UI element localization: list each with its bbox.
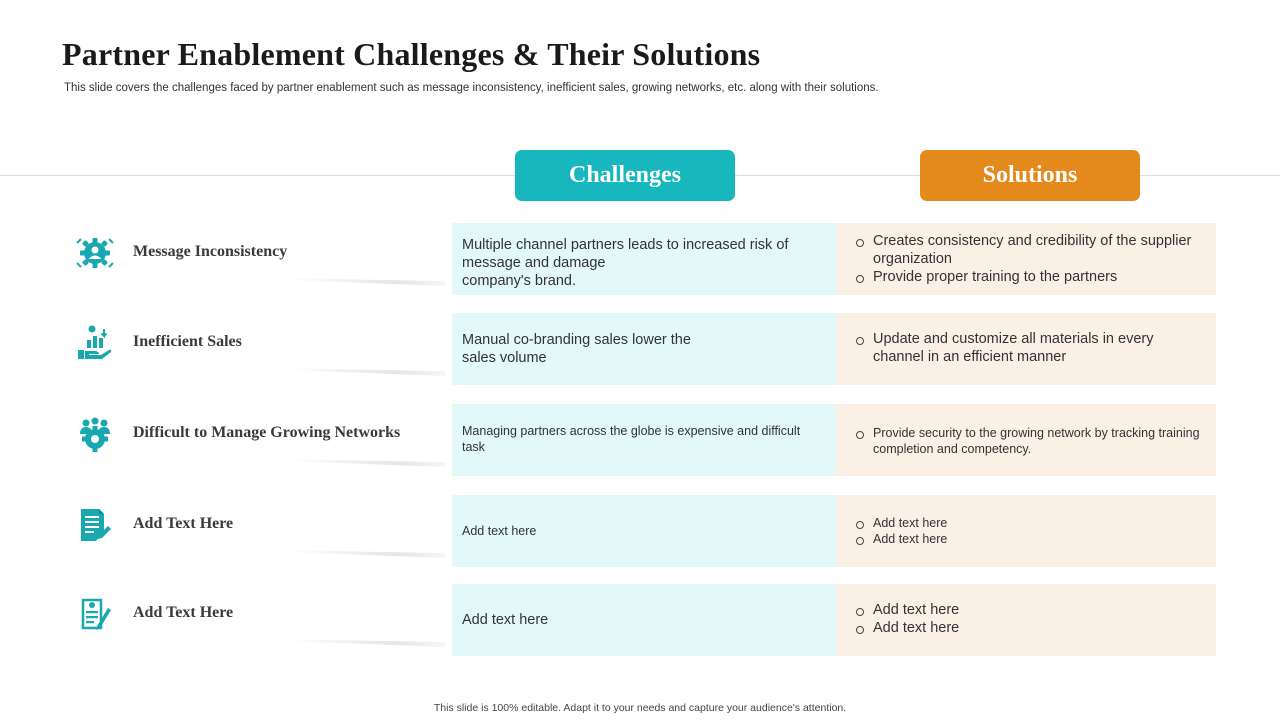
- footer-note: This slide is 100% editable. Adapt it to your needs and capture your audience's attention.: [433, 702, 847, 714]
- solution-bullet: [856, 531, 1204, 547]
- label-shadow: [285, 639, 445, 647]
- solution-bullet: [856, 425, 1204, 457]
- hand-chart-icon: [75, 323, 115, 363]
- challenge-cell: [452, 495, 836, 567]
- solution-text: Creates consistency and credibility of the supplier organization: [873, 233, 1192, 267]
- solution-cell: [836, 584, 1216, 656]
- label-shadow: [285, 368, 445, 376]
- solution-cell: [836, 223, 1216, 295]
- bullet-icon: [856, 626, 864, 634]
- solution-cell: [836, 313, 1216, 385]
- table-row: [0, 404, 1280, 476]
- solution-bullet: [856, 619, 1204, 637]
- table-row: [0, 584, 1280, 656]
- checklist-pen-icon: [75, 594, 115, 634]
- solution-text: Add text here: [873, 532, 948, 546]
- solution-text: Add text here: [873, 602, 960, 618]
- row-label: Add Text Here: [133, 515, 234, 532]
- bullet-icon: [856, 537, 864, 545]
- challenge-text: Managing partners across the globe is expensive and difficult task: [462, 424, 801, 454]
- network-gear-icon: [75, 414, 115, 454]
- challenge-cell: [452, 313, 836, 385]
- label-shadow: [285, 278, 445, 286]
- label-shadow: [285, 459, 445, 467]
- solution-text: Provide proper training to the partners: [873, 269, 1118, 285]
- solution-bullet: [856, 232, 1204, 268]
- bullet-icon: [856, 337, 864, 345]
- solution-text: Update and customize all materials in every channel in an efficient manner: [873, 331, 1154, 365]
- row-label: Add Text Here: [133, 604, 234, 621]
- solution-cell: [836, 404, 1216, 476]
- challenge-cell: [452, 223, 836, 295]
- challenge-text: Add text here: [462, 612, 549, 628]
- table-row: [0, 313, 1280, 385]
- row-label: Inefficient Sales: [133, 333, 242, 350]
- challenge-text: Multiple channel partners leads to increased risk of message and damage company's brand.: [462, 237, 789, 289]
- document-edit-icon: [75, 505, 115, 545]
- bullet-icon: [856, 239, 864, 247]
- solution-bullet: [856, 330, 1204, 366]
- challenge-cell: [452, 404, 836, 476]
- solutions-header: Solutions: [920, 150, 1140, 201]
- solution-cell: [836, 495, 1216, 567]
- bullet-icon: [856, 521, 864, 529]
- row-label: Difficult to Manage Growing Networks: [133, 424, 401, 441]
- page-subtitle: This slide covers the challenges faced by partner enablement such as message inconsistency, inefficient sales, growing networks, etc. along with their solutions.: [64, 82, 879, 94]
- challenges-header: Challenges: [515, 150, 735, 201]
- solution-bullet: [856, 268, 1204, 286]
- challenge-text: Add text here: [462, 524, 537, 538]
- solution-text: Provide security to the growing network by tracking training completion and competency.: [873, 426, 1200, 456]
- page-title: Partner Enablement Challenges & Their Solutions: [62, 36, 761, 72]
- challenge-text: Manual co-branding sales lower the sales volume: [462, 332, 691, 366]
- solution-text: Add text here: [873, 620, 960, 636]
- gear-person-icon: [75, 233, 115, 273]
- solution-bullet: [856, 601, 1204, 619]
- table-row: [0, 223, 1280, 295]
- solution-bullet: [856, 515, 1204, 531]
- bullet-icon: [856, 431, 864, 439]
- bullet-icon: [856, 608, 864, 616]
- label-shadow: [285, 550, 445, 558]
- row-label: Message Inconsistency: [133, 243, 288, 260]
- solution-text: Add text here: [873, 516, 948, 530]
- bullet-icon: [856, 275, 864, 283]
- challenge-cell: [452, 584, 836, 656]
- table-row: [0, 495, 1280, 567]
